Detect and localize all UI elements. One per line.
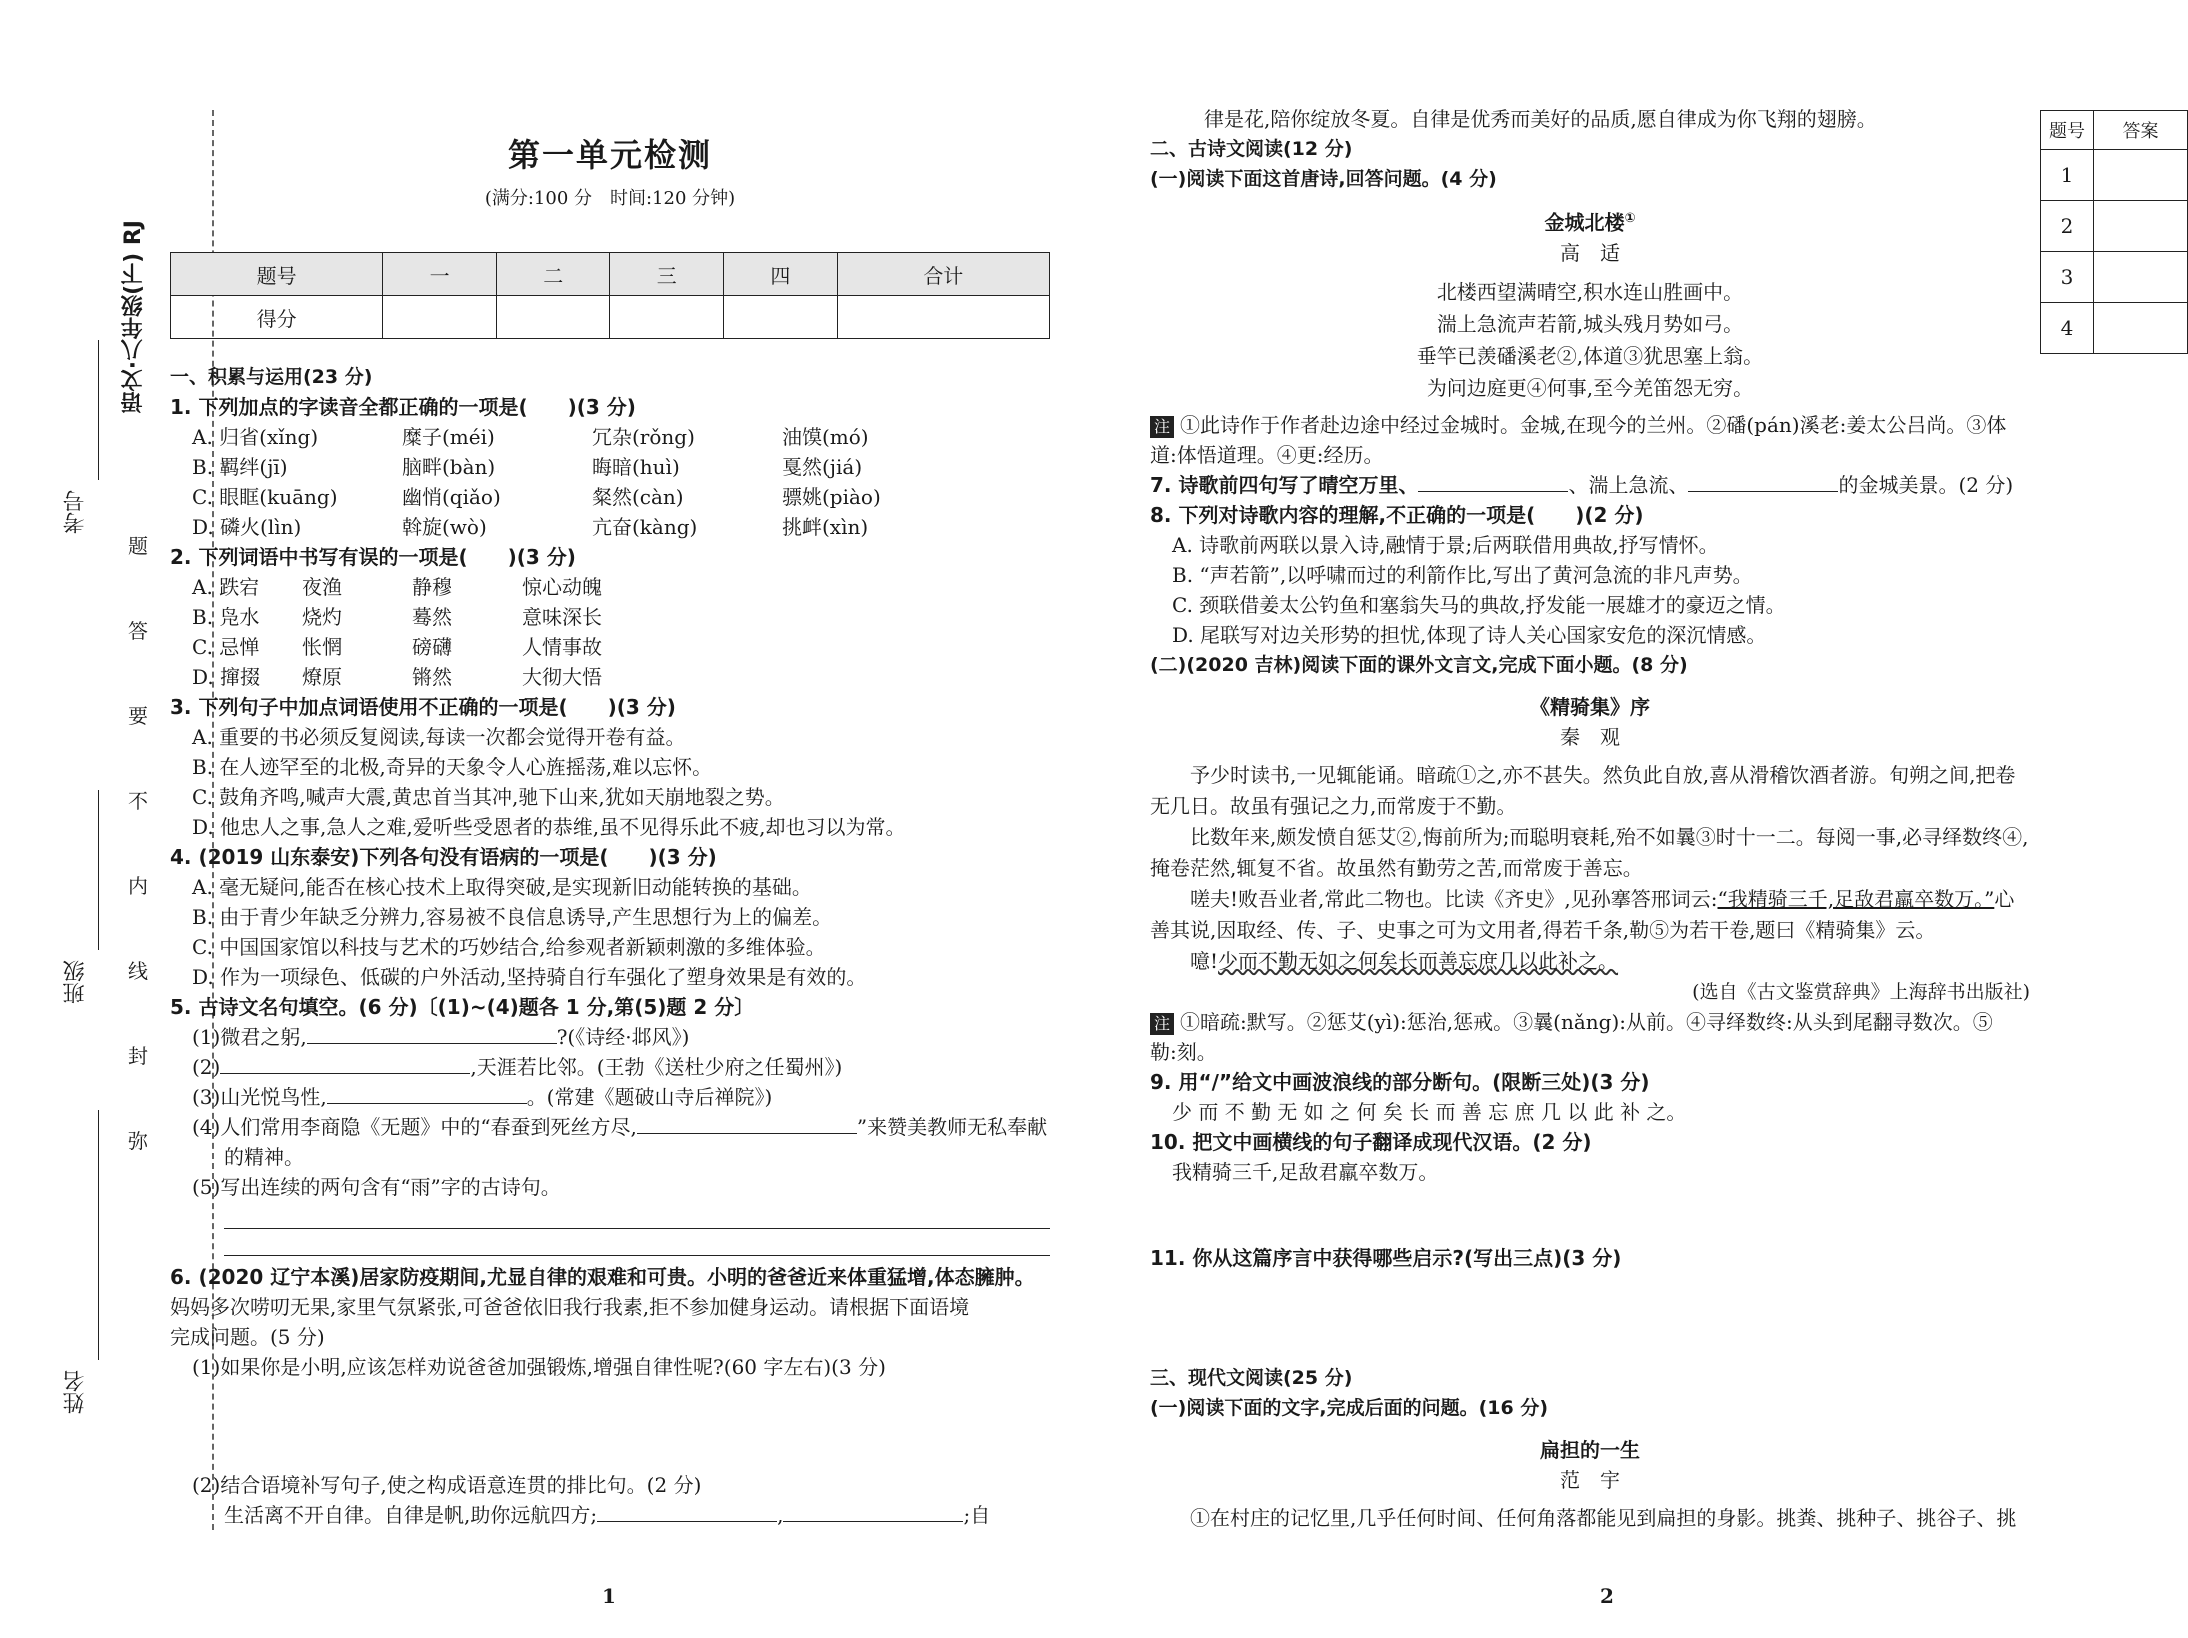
q6-2-end: ;自 — [963, 1503, 991, 1527]
question-9: 9. 用“/”给文中画波浪线的部分断句。(限断三处)(3 分) — [1150, 1069, 1650, 1094]
score-cell[interactable] — [383, 296, 497, 339]
prose-notes: ①暗疏:默写。②惩艾(yì):惩治,惩戒。③曩(nǎng):从前。④寻绎数终:从头到尾翻寻数次。⑤ — [1180, 1009, 1993, 1034]
q5-5-text: (5)写出连续的两句含有“雨”字的古诗句。 — [192, 1175, 561, 1199]
option: 粲然(càn) — [592, 485, 684, 509]
poem-notes: ①此诗作于作者赴边途中经过金城时。金城,在现今的兰州。②磻(pán)溪老:姜太公吕尚。③体 — [1180, 412, 2007, 437]
option: 烧灼 — [302, 605, 342, 629]
section-1 — [170, 362, 1050, 1530]
answer-row-num: 4 — [2041, 303, 2094, 354]
seal-char: 内 — [128, 874, 148, 898]
q5-4-text: (4)人们常用李商隐《无题》中的“春蚕到死丝方尽, — [192, 1115, 637, 1139]
answer-space[interactable] — [170, 1382, 1050, 1470]
seal-char: 要 — [128, 704, 148, 728]
exam-number-line — [98, 340, 99, 480]
poem-line: 为问边庭更④何事,至今羌笛怨无穷。 — [1426, 375, 1754, 400]
option: 斡旋(wò) — [402, 515, 487, 539]
answer-blank[interactable] — [307, 1023, 557, 1044]
q6-2-text: (2)结合语境补写句子,使之构成语意连贯的排比句。(2 分) — [192, 1473, 702, 1497]
question-2: 2. 下列词语中书写有误的一项是( )(3 分) — [170, 545, 576, 569]
score-cell[interactable] — [496, 296, 610, 339]
option: 大彻大悟 — [522, 665, 602, 689]
question-4: 4. (2019 山东泰安)下列各句没有语病的一项是( )(3 分) — [170, 845, 717, 869]
prose-paragraph: 比数年来,颇发愤自惩艾②,悔前所为;而聪明衰耗,殆不如曩③时十一二。每阅一事,必寻绎数终④,掩卷茫然,辄复不省。故虽然有勤劳之苦,而常废于善忘。 — [1150, 824, 2029, 880]
option: C. 中国国家馆以科技与艺术的巧妙结合,给参观者新颖刺激的多维体验。 — [192, 935, 826, 959]
binding-strip — [60, 110, 165, 1530]
score-cell[interactable] — [837, 296, 1049, 339]
q1-options — [170, 422, 1050, 542]
page-title: 第一单元检测 — [507, 136, 712, 174]
option: 锵然 — [412, 665, 452, 689]
score-row-label: 得分 — [171, 296, 383, 339]
option: 亢奋(kàng) — [592, 515, 698, 539]
seal-char: 弥 — [128, 1129, 148, 1153]
option: 蓦然 — [412, 605, 452, 629]
score-cell[interactable] — [610, 296, 724, 339]
section-heading: 三、现代文阅读(25 分) — [1150, 1366, 1353, 1389]
q5-2-text: (2) — [192, 1055, 221, 1079]
option: C. 眼眶(kuāng) — [192, 485, 338, 509]
question-8: 8. 下列对诗歌内容的理解,不正确的一项是( )(2 分) — [1150, 502, 1644, 527]
option: D. 他忠人之事,急人之难,爱听些受恩者的恭维,虽不见得乐此不疲,却也习以为常。 — [192, 815, 906, 839]
answer-blank[interactable] — [327, 1083, 527, 1104]
option: D. 磷火(lìn) — [192, 515, 302, 539]
question-10: 10. 把文中画横线的句子翻译成现代汉语。(2 分) — [1150, 1129, 1592, 1154]
seal-char: 封 — [128, 1044, 148, 1068]
score-header: 合计 — [837, 253, 1049, 296]
prose-paragraph: 予少时读书,一见辄能诵。暗疏①之,亦不甚失。然负此自放,喜从滑稽饮酒者游。旬朔之间,把卷无几日。故虽有强记之力,而常废于不勤。 — [1150, 762, 2016, 818]
q5-3-source: 。(常建《题破山寺后禅院》) — [526, 1085, 773, 1109]
option: 冗杂(rǒng) — [592, 425, 695, 449]
option: 脑畔(bàn) — [402, 455, 496, 479]
option: 幽悄(qiǎo) — [402, 485, 501, 509]
question-3: 3. 下列句子中加点词语使用不正确的一项是( )(3 分) — [170, 695, 676, 719]
answer-table-header: 题号 — [2041, 111, 2094, 150]
q7-mid: 、湍上急流、 — [1568, 472, 1689, 497]
option: B. 由于青少年缺乏分辨力,容易被不良信息诱导,产生思想行为上的偏差。 — [192, 905, 833, 929]
seal-char: 题 — [128, 534, 148, 558]
q2-options — [170, 572, 1050, 692]
exam-number-label: 考号 — [63, 490, 88, 534]
section-2 — [1150, 104, 2030, 1534]
q7-end: 的金城美景。(2 分) — [1838, 472, 2014, 497]
poem-author: 高 适 — [1560, 240, 1620, 265]
question-11: 11. 你从这篇序言中获得哪些启示?(写出三点)(3 分) — [1150, 1245, 1622, 1270]
answer-row-num: 2 — [2041, 201, 2094, 252]
q6-1-text: (1)如果你是小明,应该怎样劝说爸爸加强锻炼,增强自律性呢?(60 字左右)(3 分) — [192, 1355, 886, 1379]
option: B. 在人迹罕至的北极,奇异的天象令人心旌摇荡,难以忘怀。 — [192, 755, 713, 779]
name-line — [98, 1110, 99, 1360]
answer-blank[interactable] — [1688, 471, 1838, 492]
page-number: 2 — [1600, 1584, 1614, 1608]
poem-line: 垂竿已羡磻溪老②,体道③犹思塞上翁。 — [1416, 343, 1764, 368]
name-label: 姓名 — [63, 1370, 88, 1414]
note-tag: 注 — [1150, 1013, 1174, 1035]
answer-cell[interactable] — [2094, 150, 2188, 201]
option: 人情事故 — [522, 635, 602, 659]
seal-char: 答 — [128, 619, 148, 643]
option: 戛然(jiá) — [782, 455, 863, 479]
question-5: 5. 古诗文名句填空。(6 分)〔(1)~(4)题各 1 分,第(5)题 2 分〕 — [170, 995, 755, 1019]
option: A. 重要的书必须反复阅读,每读一次都会觉得开卷有益。 — [192, 725, 686, 749]
score-cell[interactable] — [724, 296, 838, 339]
q9-text: 少 而 不 勤 无 如 之 何 矣 长 而 善 忘 庶 几 以 此 补 之。 — [1172, 1099, 1687, 1124]
option: 意味深长 — [522, 605, 602, 629]
subsection-heading: (二)(2020 吉林)阅读下面的课外文言文,完成下面小题。(8 分) — [1150, 653, 1688, 676]
q6-text: 妈妈多次唠叨无果,家里气氛紧张,可爸爸依旧我行我素,拒不参加健身运动。请根据下面语境 — [170, 1295, 970, 1319]
option: B. 凫水 — [192, 605, 260, 629]
underlined-sentence: “我精骑三千,足敌君羸卒数万。” — [1717, 886, 1995, 911]
exam-info: (满分:100 分 时间:120 分钟) — [484, 188, 736, 209]
wavy-underlined-sentence: 少而不勤无如之何矣长而善忘庶几以此补之。 — [1218, 948, 1619, 973]
answer-cell[interactable] — [2094, 201, 2188, 252]
option: A. 跌宕 — [192, 575, 260, 599]
modern-author: 范 宇 — [1560, 1467, 1620, 1492]
answer-row-num: 1 — [2041, 150, 2094, 201]
continued-text: 律是花,陪你绽放冬夏。自律是优秀而美好的品质,愿自律成为你飞翔的翅膀。 — [1204, 107, 1877, 131]
answer-blank[interactable] — [637, 1113, 857, 1134]
answer-table — [2040, 110, 2188, 354]
prose-paragraph: 噫! — [1190, 948, 1219, 973]
option: D. 尾联写对边关形势的担忧,体现了诗人关心国家安危的深沉情感。 — [1172, 622, 1767, 647]
option: C. 忌惮 — [192, 635, 260, 659]
option: 燎原 — [302, 665, 342, 689]
answer-blank[interactable] — [597, 1501, 777, 1522]
option: 骠姚(piào) — [782, 485, 881, 509]
option: 糜子(méi) — [402, 425, 495, 449]
q6-2-sep: , — [777, 1503, 784, 1527]
option: 怅惘 — [302, 635, 342, 659]
option: B. “声若箭”,以呼啸而过的利箭作比,写出了黄河急流的非凡声势。 — [1172, 562, 1753, 587]
option: 静穆 — [412, 575, 452, 599]
poem-notes-cont: 道:体悟道理。④更:经历。 — [1150, 442, 1384, 467]
prose-author: 秦 观 — [1560, 724, 1620, 749]
prose-paragraph: 嗟夫!败吾业者,常此二物也。比读《齐史》,见孙搴答邢词云: — [1190, 886, 1718, 911]
poem-note-mark: ① — [1624, 211, 1636, 226]
option: 晦暗(huì) — [592, 455, 680, 479]
answer-blank[interactable] — [1418, 471, 1568, 492]
section-heading: 二、古诗文阅读(12 分) — [1150, 138, 1353, 160]
poem-line: 湍上急流声若箭,城头残月势如弓。 — [1436, 311, 1744, 336]
question-1: 1. 下列加点的字读音全都正确的一项是( )(3 分) — [170, 395, 636, 419]
option: 夜渔 — [302, 575, 342, 599]
question-6: 6. (2020 辽宁本溪)居家防疫期间,尤显自律的艰难和可贵。小明的爸爸近来体重猛增,体态臃肿。 — [170, 1265, 1035, 1289]
answer-cell[interactable] — [2094, 303, 2188, 354]
option: D. 撺掇 — [192, 665, 261, 689]
subject-label: 语文·八年级(下) RJ — [121, 220, 146, 414]
answer-line[interactable] — [224, 1229, 1050, 1256]
prose-notes-cont: 勒:刻。 — [1150, 1039, 1217, 1064]
answer-line[interactable] — [224, 1202, 1050, 1229]
answer-space[interactable] — [1150, 1273, 2030, 1363]
question-7: 7. 诗歌前四句写了晴空万里、 — [1150, 472, 1419, 497]
option: B. 羁绊(jī) — [192, 455, 288, 479]
note-tag: 注 — [1150, 416, 1174, 438]
q6-text: 完成问题。(5 分) — [170, 1325, 325, 1349]
q6-2-prompt: 生活离不开自律。自律是帆,助你远航四方; — [224, 1503, 598, 1527]
option: 磅礴 — [412, 635, 452, 659]
class-line — [98, 790, 99, 950]
score-header: 三 — [610, 253, 724, 296]
answer-cell[interactable] — [2094, 252, 2188, 303]
prose-title: 《精骑集》序 — [1530, 694, 1650, 719]
option: C. 颈联借姜太公钓鱼和塞翁失马的典故,抒发能一展雄才的豪迈之情。 — [1172, 592, 1786, 617]
option: D. 作为一项绿色、低碳的户外活动,坚持骑自行车强化了塑身效果是有效的。 — [192, 965, 867, 989]
score-table — [170, 252, 1050, 339]
seal-char: 不 — [128, 789, 148, 813]
answer-space[interactable] — [1150, 1187, 2030, 1243]
answer-blank[interactable] — [783, 1501, 963, 1522]
poem-line: 北楼西望满晴空,积水连山胜画中。 — [1436, 279, 1744, 304]
page-number: 1 — [602, 1584, 616, 1608]
answer-row-num: 3 — [2041, 252, 2094, 303]
subsection-heading: (一)阅读下面这首唐诗,回答问题。(4 分) — [1150, 168, 1497, 190]
class-label: 班级 — [63, 960, 88, 1004]
seal-char: 线 — [128, 959, 148, 983]
option: C. 鼓角齐鸣,喊声大震,黄忠首当其冲,驰下山来,犹如天崩地裂之势。 — [192, 785, 785, 809]
q10-text: 我精骑三千,足敌君羸卒数万。 — [1172, 1159, 1439, 1184]
q5-1-source: ?(《诗经·邶风》) — [556, 1025, 690, 1049]
q5-3-text: (3)山光悦鸟性, — [192, 1085, 327, 1109]
option: 挑衅(xìn) — [782, 515, 869, 539]
subsection-heading: (一)阅读下面的文字,完成后面的问题。(16 分) — [1150, 1396, 1549, 1419]
answer-blank[interactable] — [220, 1053, 470, 1074]
modern-paragraph: ①在村庄的记忆里,几乎任何时间、任何角落都能见到扁担的身影。挑粪、挑种子、挑谷子、挑 — [1190, 1505, 2017, 1530]
answer-table-header: 答案 — [2094, 111, 2188, 150]
score-header: 四 — [724, 253, 838, 296]
option: 油馍(mó) — [782, 425, 869, 449]
q5-4-tail: ”来赞美教师无私奉献 — [856, 1115, 1048, 1139]
prose-source: (选自《古文鉴赏辞典》上海辞书出版社) — [1692, 980, 2030, 1003]
poem-title: 金城北楼 — [1544, 210, 1625, 235]
q5-4-continued: 的精神。 — [224, 1145, 304, 1169]
score-header: 题号 — [171, 253, 383, 296]
modern-title: 扁担的一生 — [1540, 1437, 1640, 1462]
section-heading: 一、积累与运用(23 分) — [170, 366, 373, 388]
option: A. 归省(xǐng) — [192, 425, 319, 449]
prose-paragraph-cont: 心善其说,因取经、传、子、史事之可为文用者,得若千条,勒⑤为若干卷,题曰《精骑集》云。 — [1150, 886, 2015, 942]
score-header: 二 — [496, 253, 610, 296]
option: A. 毫无疑问,能否在核心技术上取得突破,是实现新旧动能转换的基础。 — [192, 875, 812, 899]
score-header: 一 — [383, 253, 497, 296]
q5-2-source: ,天涯若比邻。(王勃《送杜少府之任蜀州》) — [470, 1055, 843, 1079]
q5-1-text: (1)微君之躬, — [192, 1025, 307, 1049]
option: A. 诗歌前两联以景入诗,融情于景;后两联借用典故,抒写情怀。 — [1172, 532, 1719, 557]
option: 惊心动魄 — [522, 575, 602, 599]
